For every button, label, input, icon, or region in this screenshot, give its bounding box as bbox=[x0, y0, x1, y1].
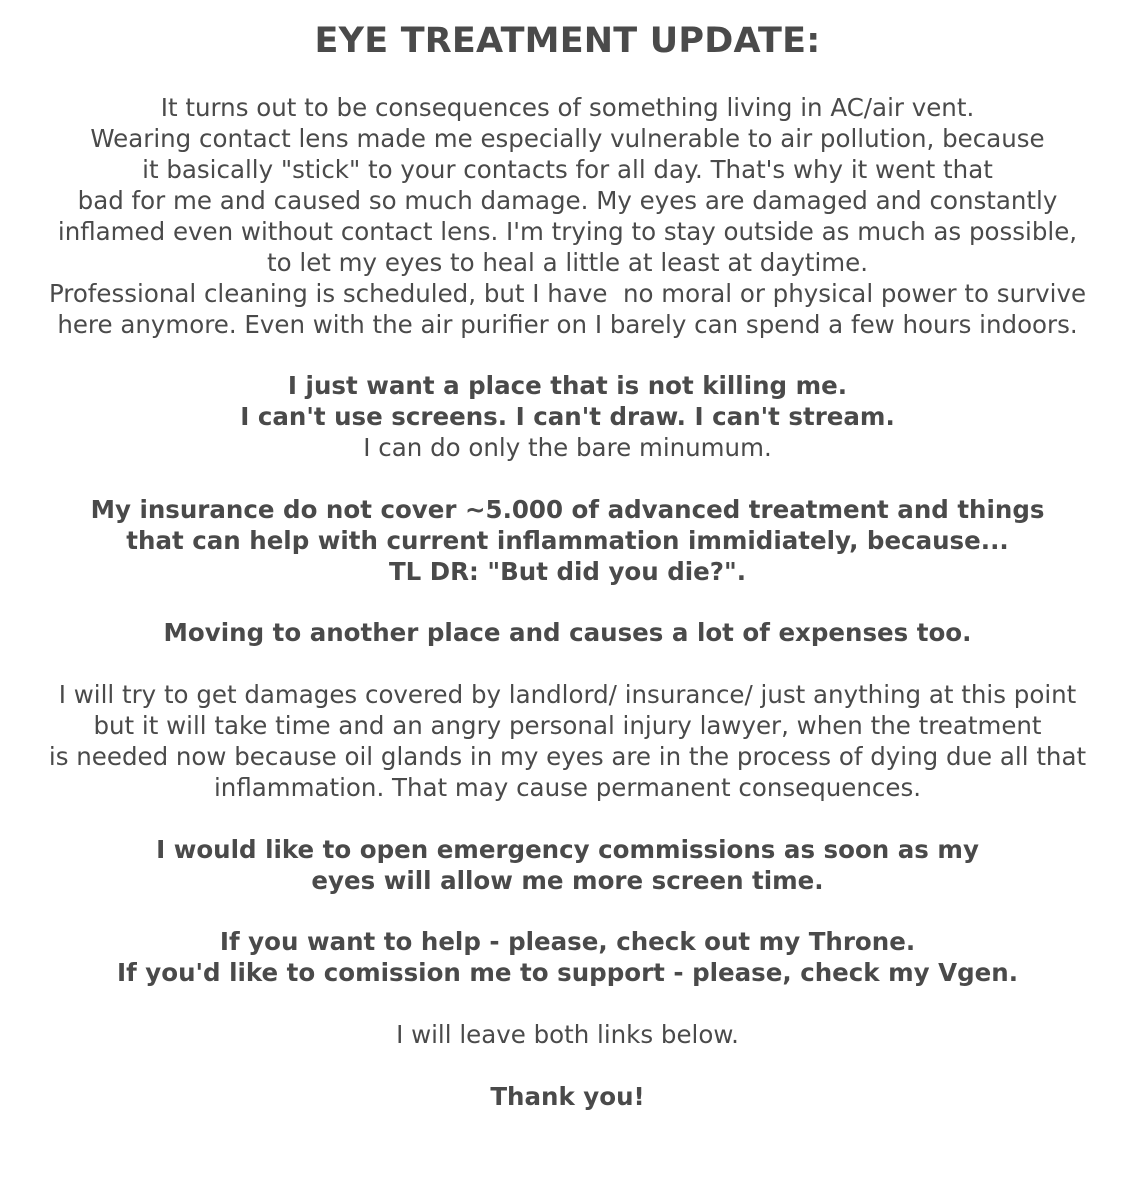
paragraph-3-line-2: that can help with current inflammation immidiately, because... bbox=[126, 526, 1009, 555]
paragraph-5-line-1: I will try to get damages covered by landlord/ insurance/ just anything at this point bbox=[58, 680, 1077, 709]
paragraph-2-line-3: I can do only the bare minumum. bbox=[363, 433, 772, 462]
paragraph-7-line-1: If you want to help - please, check out my Throne. bbox=[219, 927, 916, 956]
paragraph-1-line-2: Wearing contact lens made me especially vulnerable to air pollution, because bbox=[90, 124, 1045, 153]
page-title: EYE TREATMENT UPDATE: bbox=[314, 21, 821, 61]
paragraph-1-line-4: bad for me and caused so much damage. My eyes are damaged and constantly bbox=[77, 186, 1058, 215]
paragraph-3-line-3: TL DR: "But did you die?". bbox=[388, 557, 747, 586]
paragraph-5-line-2: but it will take time and an angry personal injury lawyer, when the treatment bbox=[93, 711, 1042, 740]
paragraph-2-line-1: I just want a place that is not killing me. bbox=[287, 371, 848, 400]
paragraph-5-line-3: is needed now because oil glands in my eyes are in the process of dying due all that bbox=[48, 742, 1087, 771]
paragraph-1-line-8: here anymore. Even with the air purifier on I barely can spend a few hours indoors. bbox=[57, 310, 1078, 339]
paragraph-4-line-1: Moving to another place and causes a lot of expenses too. bbox=[163, 618, 972, 647]
thank-you-line: Thank you! bbox=[490, 1082, 645, 1111]
paragraph-2-line-2: I can't use screens. I can't draw. I can't stream. bbox=[240, 402, 895, 431]
paragraph-5-line-4: inflammation. That may cause permanent consequences. bbox=[213, 773, 921, 802]
paragraph-6-line-2: eyes will allow me more screen time. bbox=[311, 866, 824, 895]
paragraph-8-line-1: I will leave both links below. bbox=[396, 1020, 739, 1049]
paragraph-1-line-5: inflamed even without contact lens. I'm trying to stay outside as much as possible, bbox=[57, 217, 1078, 246]
paragraph-1-line-1: It turns out to be consequences of something living in AC/air vent. bbox=[160, 93, 975, 122]
paragraph-6-line-1: I would like to open emergency commissions as soon as my bbox=[156, 835, 979, 864]
paragraph-1-line-7: Professional cleaning is scheduled, but I have no moral or physical power to survive bbox=[48, 279, 1087, 308]
paragraph-7-line-2: If you'd like to comission me to support - please, check my Vgen. bbox=[116, 958, 1019, 987]
paragraph-1-line-6: to let my eyes to heal a little at least at daytime. bbox=[267, 248, 868, 277]
paragraph-1-line-3: it basically "stick" to your contacts for all day. That's why it went that bbox=[142, 155, 993, 184]
paragraph-3-line-1: My insurance do not cover ~5.000 of advanced treatment and things bbox=[90, 495, 1045, 524]
